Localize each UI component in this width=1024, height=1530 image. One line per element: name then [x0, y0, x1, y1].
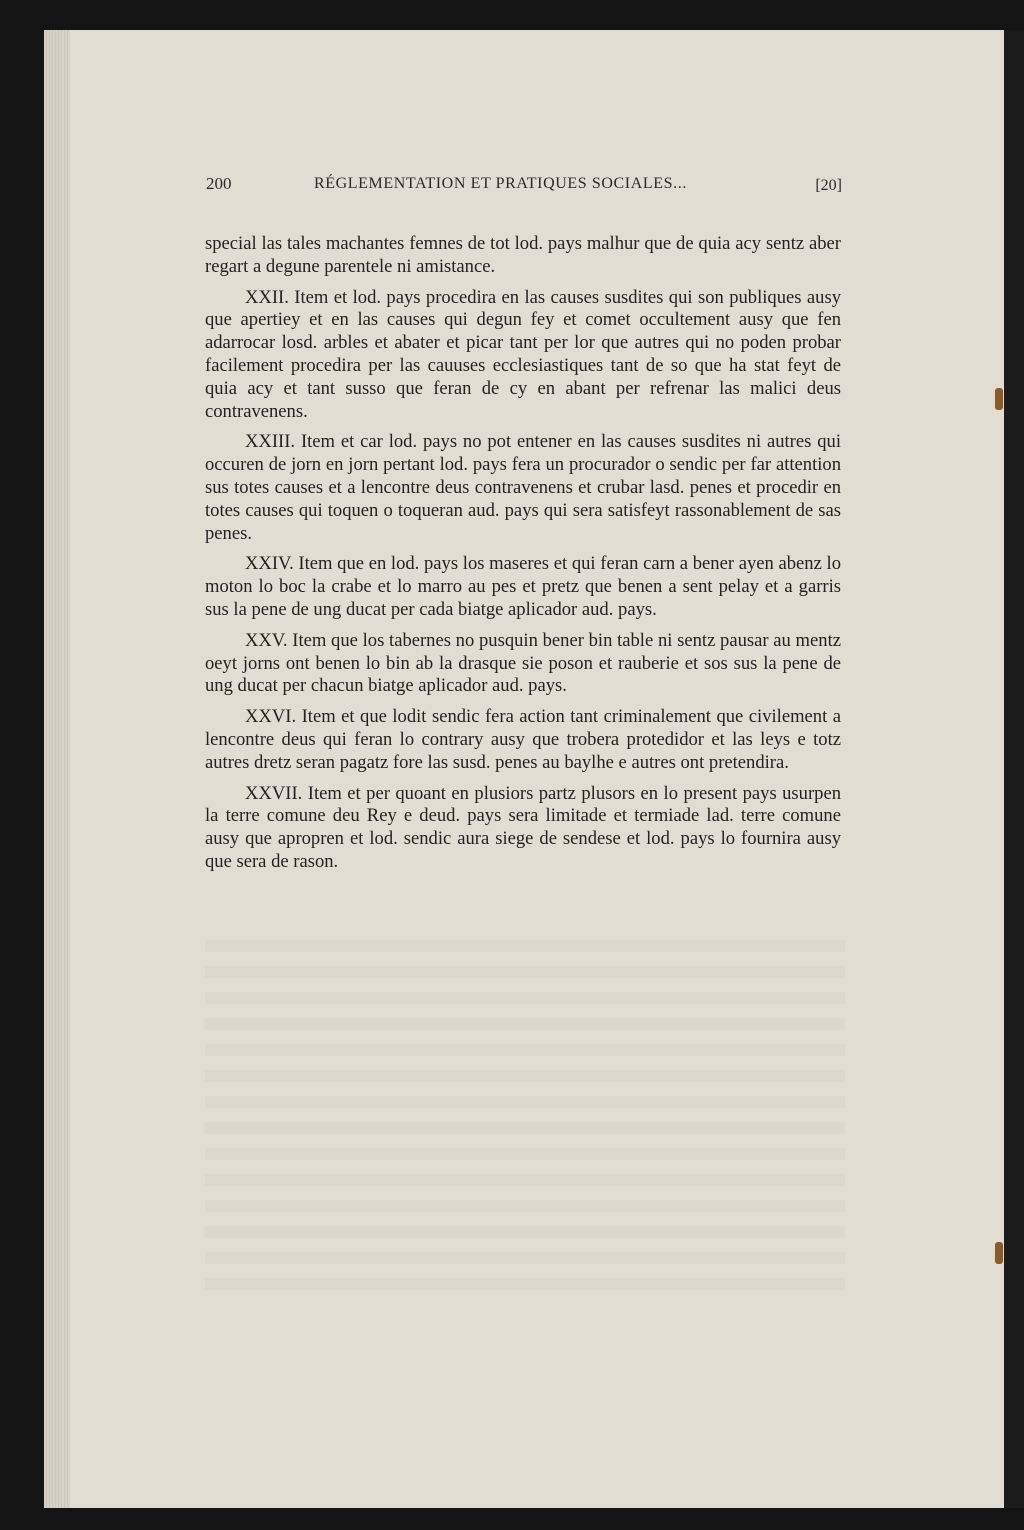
bleed-through-text — [205, 940, 845, 1300]
article-xxiv: XXIV. Item que en lod. pays los maseres et qui feran carn a bener ayen abenz lo moton lo boc la crabe et lo marro au pes et pretz que benen a sent pelay et a garris sus la pene de ung ducat per cada biatge aplicador aud. pays. — [205, 553, 841, 620]
article-xxvi: XXVI. Item et que lodit sendic fera action tant criminalement que civilement a lencontre deus qui feran lo contrary ausy que trobera protedidor et las leys e totz autres dretz seran pagatz fore las susd. penes au baylhe e autres ont pretendira. — [205, 706, 841, 773]
binding-mark — [995, 388, 1003, 410]
page-stack-edges — [44, 30, 70, 1508]
article-xxv: XXV. Item que los tabernes no pusquin bener bin table ni sentz pausar au mentz oeyt jorns ont benen lo bin ab la drasque sie poson et rauberie et sos sus la pene de ung ducat per chacun biatge aplicador aud. pays. — [205, 629, 841, 697]
article-xxvii: XXVII. Item et per quoant en plusiors partz plusors en lo present pays usurpen la terre comune deu Rey e deud. pays sera limitade et termiade lad. terre comune ausy que apropren et lod. sendic aura siege de sendese et lod. pays lo fournira ausy que sera de rason. — [205, 782, 841, 872]
article-xxii: XXII. Item et lod. pays procedira en las causes susdites qui son publiques ausy que apertiey et en las causes qui degun fey et comet occultement ausy que fen adarrocar losd. arbles et abater et picar tant per lor que autres qui no poden probar facilement procedira per las cauuses ecclesiastiques tant de so que ha stat feyt de quia acy et tant susso que feran de cy en abant per refrenar las malici deus contravenens. — [205, 286, 841, 422]
section-reference: [20] — [815, 177, 842, 194]
page-number: 200 — [206, 174, 232, 193]
running-head — [206, 172, 842, 202]
running-title: RÉGLEMENTATION ET PRATIQUES SOCIALES... — [314, 175, 687, 192]
binding-mark — [995, 1242, 1003, 1264]
body-text — [205, 233, 841, 882]
facing-page-edge — [1004, 30, 1024, 1508]
article-xxiii: XXIII. Item et car lod. pays no pot entener en las causes susdites ni autres qui occuren de jorn en jorn pertant lod. pays fera un procurador o sendic per far attention sus totes causes et a lencontre deus contravenens et crubar lasd. penes et procedir en totes causes qui toquen o toqueran aud. pays qui sera satisfeyt rassonablement de sas penes. — [205, 431, 841, 544]
paragraph-continuation: special las tales machantes femnes de tot lod. pays malhur que de quia acy sentz aber regart a degune parentele ni amistance. — [205, 233, 841, 277]
